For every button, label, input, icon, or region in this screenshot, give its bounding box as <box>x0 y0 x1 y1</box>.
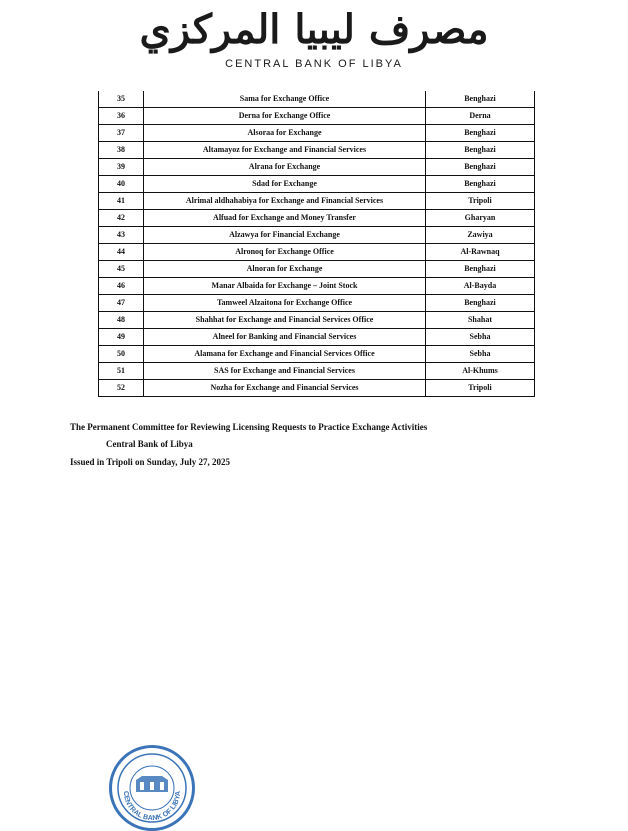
city-name: Tripoli <box>426 380 535 397</box>
table-row <box>99 363 535 380</box>
row-number: 50 <box>99 346 144 363</box>
company-name: Alnoran for Exchange <box>144 261 426 278</box>
company-name: Altamayoz for Exchange and Financial Services <box>144 142 426 159</box>
company-name: Alzawya for Financial Exchange <box>144 227 426 244</box>
company-name: Alamana for Exchange and Financial Services Office <box>144 346 426 363</box>
company-name: Nozha for Exchange and Financial Services <box>144 380 426 397</box>
table-row <box>99 278 535 295</box>
table-row <box>99 210 535 227</box>
company-name: Derna for Exchange Office <box>144 108 426 125</box>
row-number: 52 <box>99 380 144 397</box>
company-name: Shahhat for Exchange and Financial Services Office <box>144 312 426 329</box>
company-name: Alronoq for Exchange Office <box>144 244 426 261</box>
row-number: 44 <box>99 244 144 261</box>
row-number: 35 <box>99 91 144 108</box>
row-number: 45 <box>99 261 144 278</box>
bank-name: Central Bank of Libya <box>106 439 193 449</box>
table-row <box>99 295 535 312</box>
company-name: Alrana for Exchange <box>144 159 426 176</box>
table-row <box>99 91 535 108</box>
company-name: Manar Albaida for Exchange – Joint Stock <box>144 278 426 295</box>
logo-arabic-text: مصرف ليبيا المركزي <box>139 6 489 53</box>
row-number: 46 <box>99 278 144 295</box>
company-name: SAS for Exchange and Financial Services <box>144 363 426 380</box>
row-number: 48 <box>99 312 144 329</box>
city-name: Benghazi <box>426 125 535 142</box>
row-number: 37 <box>99 125 144 142</box>
row-number: 43 <box>99 227 144 244</box>
logo-english-text: CENTRAL BANK OF LIBYA <box>225 58 403 70</box>
licensees-table <box>98 91 535 397</box>
table-row <box>99 244 535 261</box>
company-name: Sama for Exchange Office <box>144 91 426 108</box>
seal-graphic <box>112 748 192 828</box>
city-name: Shahat <box>426 312 535 329</box>
company-name: Alsoraa for Exchange <box>144 125 426 142</box>
row-number: 38 <box>99 142 144 159</box>
committee-name: The Permanent Committee for Reviewing Licensing Requests to Practice Exchange Activities <box>70 422 428 432</box>
city-name: Benghazi <box>426 261 535 278</box>
city-name: Sebha <box>426 329 535 346</box>
city-name: Benghazi <box>426 142 535 159</box>
table-row <box>99 227 535 244</box>
table-row <box>99 125 535 142</box>
table-row <box>99 193 535 210</box>
issue-date-line: Issued in Tripoli on Sunday, July 27, 2025 <box>70 457 230 467</box>
city-name: Benghazi <box>426 159 535 176</box>
table-row <box>99 380 535 397</box>
row-number: 41 <box>99 193 144 210</box>
row-number: 49 <box>99 329 144 346</box>
row-number: 47 <box>99 295 144 312</box>
row-number: 36 <box>99 108 144 125</box>
city-name: Al-Bayda <box>426 278 535 295</box>
company-name: Sdad for Exchange <box>144 176 426 193</box>
company-name: Alneel for Banking and Financial Services <box>144 329 426 346</box>
table-row <box>99 159 535 176</box>
city-name: Tripoli <box>426 193 535 210</box>
table-row <box>99 329 535 346</box>
table-row <box>99 312 535 329</box>
company-name: Alrimal aldhahabiya for Exchange and Financial Services <box>144 193 426 210</box>
city-name: Zawiya <box>426 227 535 244</box>
city-name: Derna <box>426 108 535 125</box>
city-name: Al-Khums <box>426 363 535 380</box>
row-number: 40 <box>99 176 144 193</box>
row-number: 39 <box>99 159 144 176</box>
table-row <box>99 108 535 125</box>
city-name: Benghazi <box>426 91 535 108</box>
table-row <box>99 176 535 193</box>
company-name: Alfuad for Exchange and Money Transfer <box>144 210 426 227</box>
table-row <box>99 346 535 363</box>
city-name: Al-Rawnaq <box>426 244 535 261</box>
seal-caption: CENTRAL BANK OF LIBYA <box>121 790 183 823</box>
row-number: 42 <box>99 210 144 227</box>
table-row <box>99 261 535 278</box>
city-name: Benghazi <box>426 176 535 193</box>
city-name: Benghazi <box>426 295 535 312</box>
company-name: Tamweel Alzaitona for Exchange Office <box>144 295 426 312</box>
table-row <box>99 142 535 159</box>
bank-seal-stamp <box>109 745 195 831</box>
city-name: Gharyan <box>426 210 535 227</box>
row-number: 51 <box>99 363 144 380</box>
city-name: Sebha <box>426 346 535 363</box>
